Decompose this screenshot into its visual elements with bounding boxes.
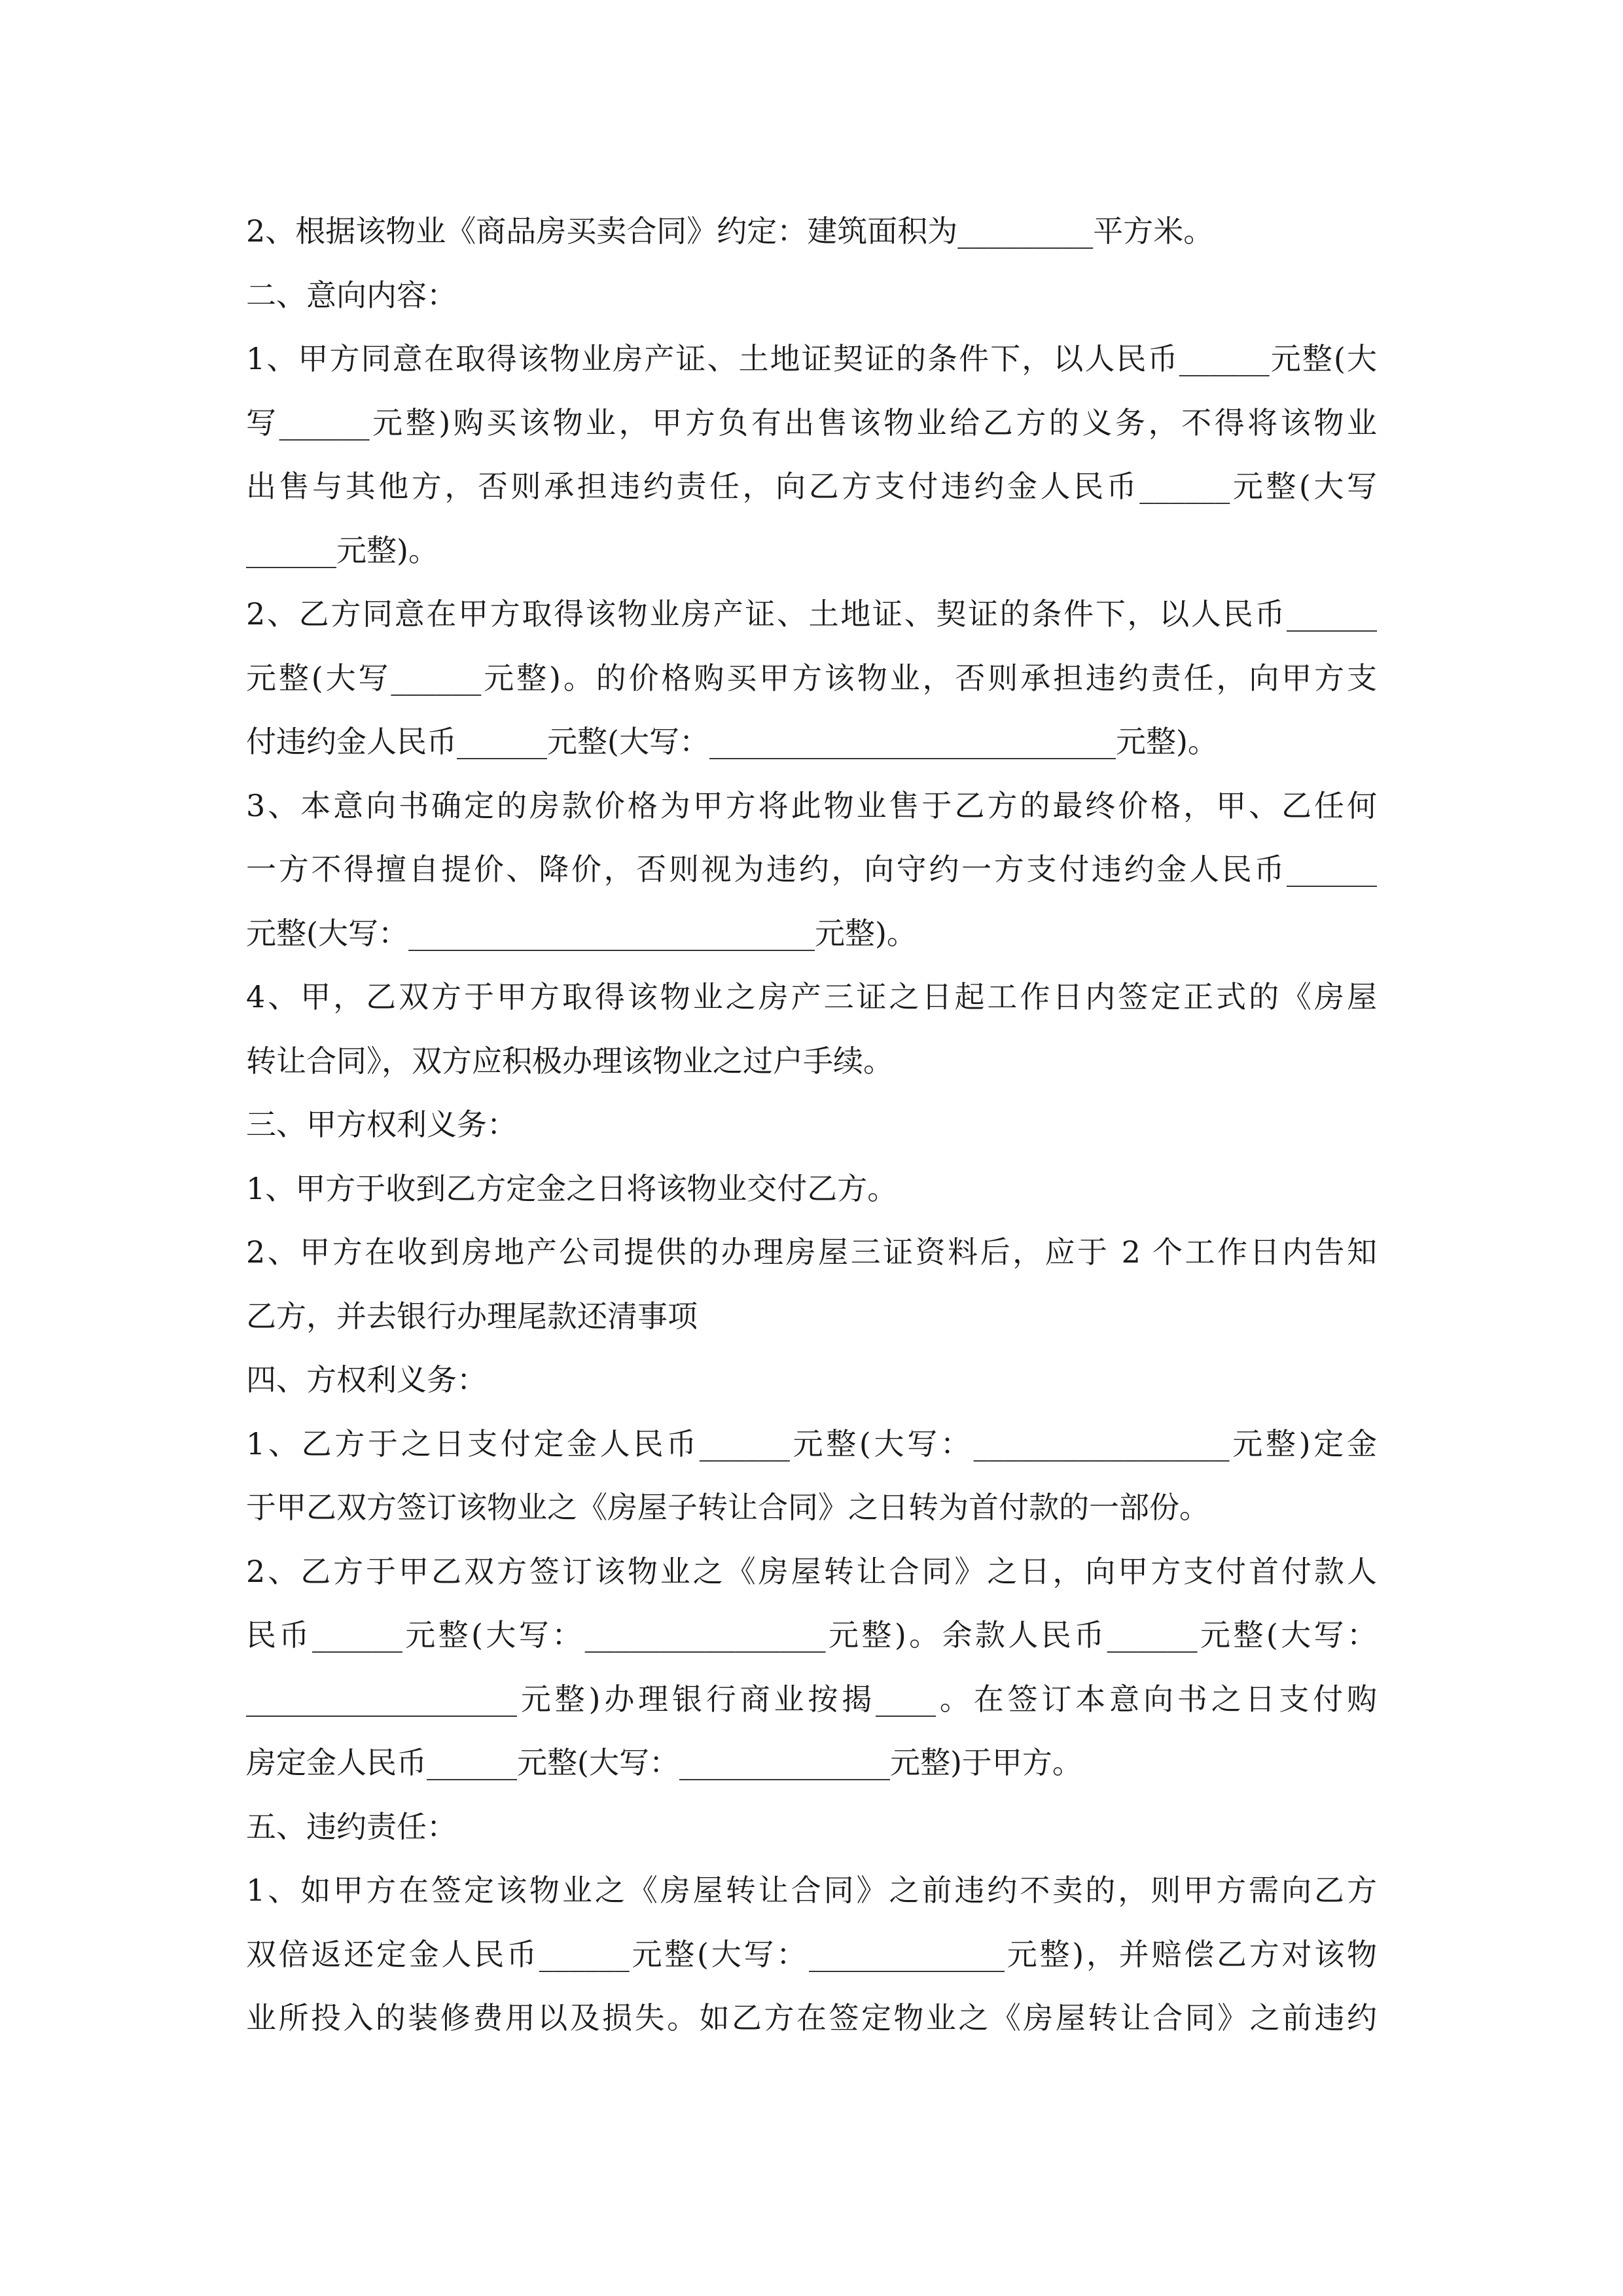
- text-line: 3、本意向书确定的房款价格为甲方将此物业售于乙方的最终价格，甲、乙任何: [246, 787, 1377, 823]
- text-line: 2、乙方于甲乙双方签订该物业之《房屋转让合同》之日，向甲方支付首付款人: [246, 1553, 1377, 1589]
- text-line: 双倍返还定金人民币______元整(大写：_____________元整)，并赔偿乙方对该物: [246, 1936, 1377, 1972]
- text-line: 五、违约责任：: [246, 1808, 457, 1844]
- text-line: 民币______元整(大写：________________元整)。余款人民币______元整(大写：: [246, 1617, 1377, 1653]
- text-line: __________________元整)办理银行商业按揭____。在签订本意向书之日支付购: [246, 1681, 1377, 1717]
- text-line: 房定金人民币______元整(大写：______________元整)于甲方。: [246, 1745, 1082, 1780]
- text-line: 1、甲方同意在取得该物业房产证、土地证契证的条件下，以人民币______元整(大: [246, 341, 1377, 376]
- text-line: 乙方，并去银行办理尾款还清事项: [246, 1298, 698, 1334]
- text-line: 出售与其他方，否则承担违约责任，向乙方支付违约金人民币______元整(大写: [246, 469, 1377, 504]
- text-line: 元整(大写______元整)。的价格购买甲方该物业，否则承担违约责任，向甲方支: [246, 660, 1377, 696]
- text-line: 三、甲方权利义务：: [246, 1107, 517, 1142]
- text-line: 元整(大写：___________________________元整)。: [246, 915, 917, 951]
- text-line: 业所投入的装修费用以及损失。如乙方在签定物业之《房屋转让合同》之前违约: [246, 2000, 1377, 2036]
- text-line: 付违约金人民币______元整(大写：___________________________元整)。: [246, 724, 1218, 759]
- text-line: 1、甲方于收到乙方定金之日将该物业交付乙方。: [246, 1170, 898, 1206]
- text-line: 一方不得擅自提价、降价，否则视为违约，向守约一方支付违约金人民币______: [246, 852, 1377, 887]
- text-line: ______元整)。: [246, 532, 438, 568]
- text-line: 4、甲，乙双方于甲方取得该物业之房产三证之日起工作日内签定正式的《房屋: [246, 979, 1377, 1014]
- text-line: 2、乙方同意在甲方取得该物业房产证、土地证、契证的条件下，以人民币______: [246, 596, 1377, 632]
- text-line: 转让合同》，双方应积极办理该物业之过户手续。: [246, 1043, 893, 1079]
- text-line: 2、根据该物业《商品房买卖合同》约定：建筑面积为_________平方米。: [246, 213, 1214, 249]
- text-line: 于甲乙双方签订该物业之《房屋子转让合同》之日转为首付款的一部份。: [246, 1490, 1209, 1525]
- text-line: 2、甲方在收到房地产公司提供的办理房屋三证资料后，应于 2 个工作日内告知: [246, 1234, 1377, 1270]
- text-line: 写______元整)购买该物业，甲方负有出售该物业给乙方的义务，不得将该物业: [246, 404, 1377, 440]
- document-body: [246, 200, 1377, 2051]
- text-line: 1、乙方于之日支付定金人民币______元整(大写：_________________元整)定金: [246, 1426, 1377, 1462]
- text-line: 四、方权利义务：: [246, 1362, 487, 1397]
- text-line: 二、意向内容：: [246, 277, 457, 313]
- text-line: 1、如甲方在签定该物业之《房屋转让合同》之前违约不卖的，则甲方需向乙方: [246, 1873, 1377, 1908]
